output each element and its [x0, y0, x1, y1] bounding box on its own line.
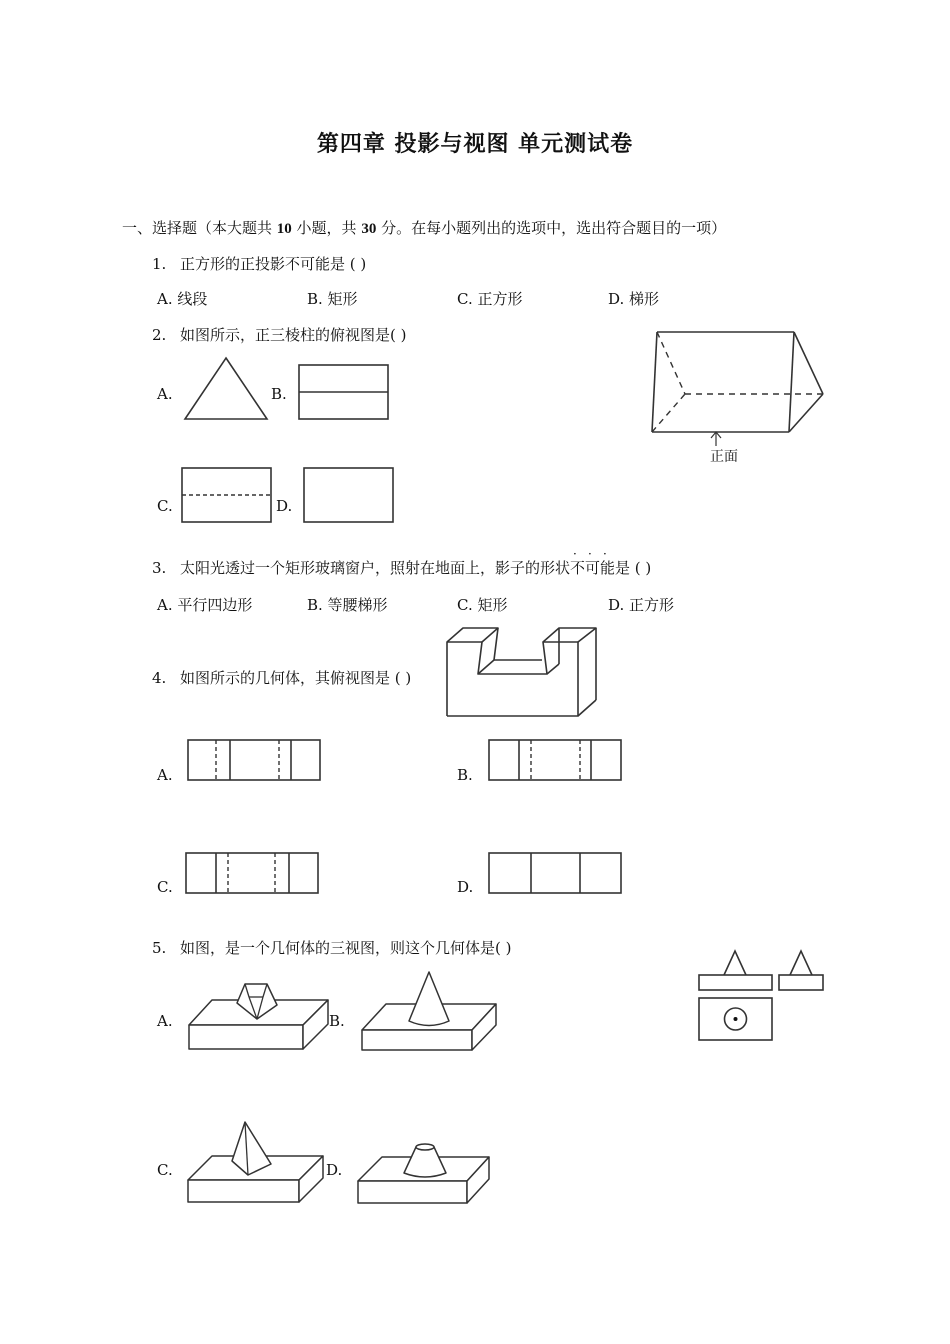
q2-option-d-label: D. — [276, 497, 293, 515]
q2-option-b-label: B. — [271, 385, 287, 403]
q5-option-a-frustum-pyramid-figure — [187, 983, 333, 1053]
emphasis-dot: · — [573, 547, 577, 561]
q4-option-d-figure — [488, 852, 624, 896]
q4-option-b-figure — [488, 739, 624, 783]
question-text: 如图所示的几何体，其俯视图是 ( ) — [180, 669, 412, 687]
q4-option-d-label: D. — [457, 878, 474, 896]
emphasis-text — [570, 547, 616, 578]
section-count: 10 — [276, 221, 292, 237]
q1-option-d: D. 梯形 — [608, 290, 660, 308]
q5-option-b-cone-figure — [360, 970, 500, 1054]
q5-option-d-frustum-cone-figure — [356, 1141, 492, 1207]
q1-option-b: B. 矩形 — [307, 290, 358, 308]
question-number: 1. — [152, 255, 167, 273]
section-prefix: 一、选择题（本大题共 — [122, 219, 277, 237]
q3-option-b: B. 等腰梯形 — [307, 596, 388, 614]
question-text: 正方形的正投影不可能是 ( ) — [180, 255, 367, 273]
emphasis-dot: · — [603, 547, 607, 561]
question-number: 5. — [152, 939, 167, 957]
q2-option-b-rect — [298, 364, 390, 422]
q3-option-a: A. 平行四边形 — [157, 596, 253, 614]
question-1 — [152, 254, 366, 274]
question-number: 4. — [152, 669, 167, 687]
q2-option-c-label: C. — [157, 497, 173, 515]
section-score: 30 — [361, 221, 377, 237]
section-mid: 小题，共 — [291, 219, 362, 237]
page-title: 第四章 投影与视图 单元测试卷 — [316, 131, 634, 157]
triangular-prism-figure — [648, 328, 828, 468]
q5-option-c-label: C. — [157, 1161, 173, 1179]
q5-option-b-label: B. — [329, 1012, 345, 1030]
question-text: 如图所示，正三棱柱的俯视图是( ) — [180, 326, 407, 344]
question-text-before: 太阳光透过一个矩形玻璃窗户，照射在地面上，影子的形状 — [180, 559, 571, 577]
emphasis-word: 不可能 — [570, 559, 616, 577]
q2-option-c-rect — [181, 467, 274, 525]
question-3 — [152, 547, 652, 578]
question-text: 如图，是一个几何体的三视图，则这个几何体是( ) — [180, 939, 512, 957]
question-5 — [152, 938, 511, 958]
q3-option-d: D. 正方形 — [608, 596, 675, 614]
q2-option-a-label: A. — [157, 385, 173, 403]
front-label: 正面 — [710, 449, 738, 465]
q5-option-a-label: A. — [157, 1012, 173, 1030]
q2-option-d-rect — [303, 467, 396, 525]
q5-option-d-label: D. — [326, 1161, 343, 1179]
q1-option-a: A. 线段 — [157, 290, 208, 308]
section-heading — [122, 217, 726, 238]
three-view-figure — [697, 946, 827, 1044]
q4-option-c-figure — [185, 852, 321, 896]
q4-option-c-label: C. — [157, 878, 173, 896]
q5-option-c-pyramid-figure — [186, 1120, 326, 1206]
question-number: 3. — [152, 559, 167, 577]
q3-option-c: C. 矩形 — [457, 596, 508, 614]
u-shaped-block-figure — [444, 626, 602, 720]
question-2 — [152, 325, 406, 345]
question-text-after: 是 ( ) — [615, 559, 652, 577]
emphasis-dot: · — [588, 547, 592, 561]
question-number: 2. — [152, 326, 167, 344]
q4-option-a-figure — [187, 739, 323, 783]
q4-option-b-label: B. — [457, 766, 473, 784]
section-suffix: 分。在每小题列出的选项中，选出符合题目的一项） — [376, 219, 727, 237]
q2-option-a-triangle — [183, 356, 269, 422]
question-4 — [152, 668, 411, 688]
q1-option-c: C. 正方形 — [457, 290, 523, 308]
q4-option-a-label: A. — [157, 766, 173, 784]
